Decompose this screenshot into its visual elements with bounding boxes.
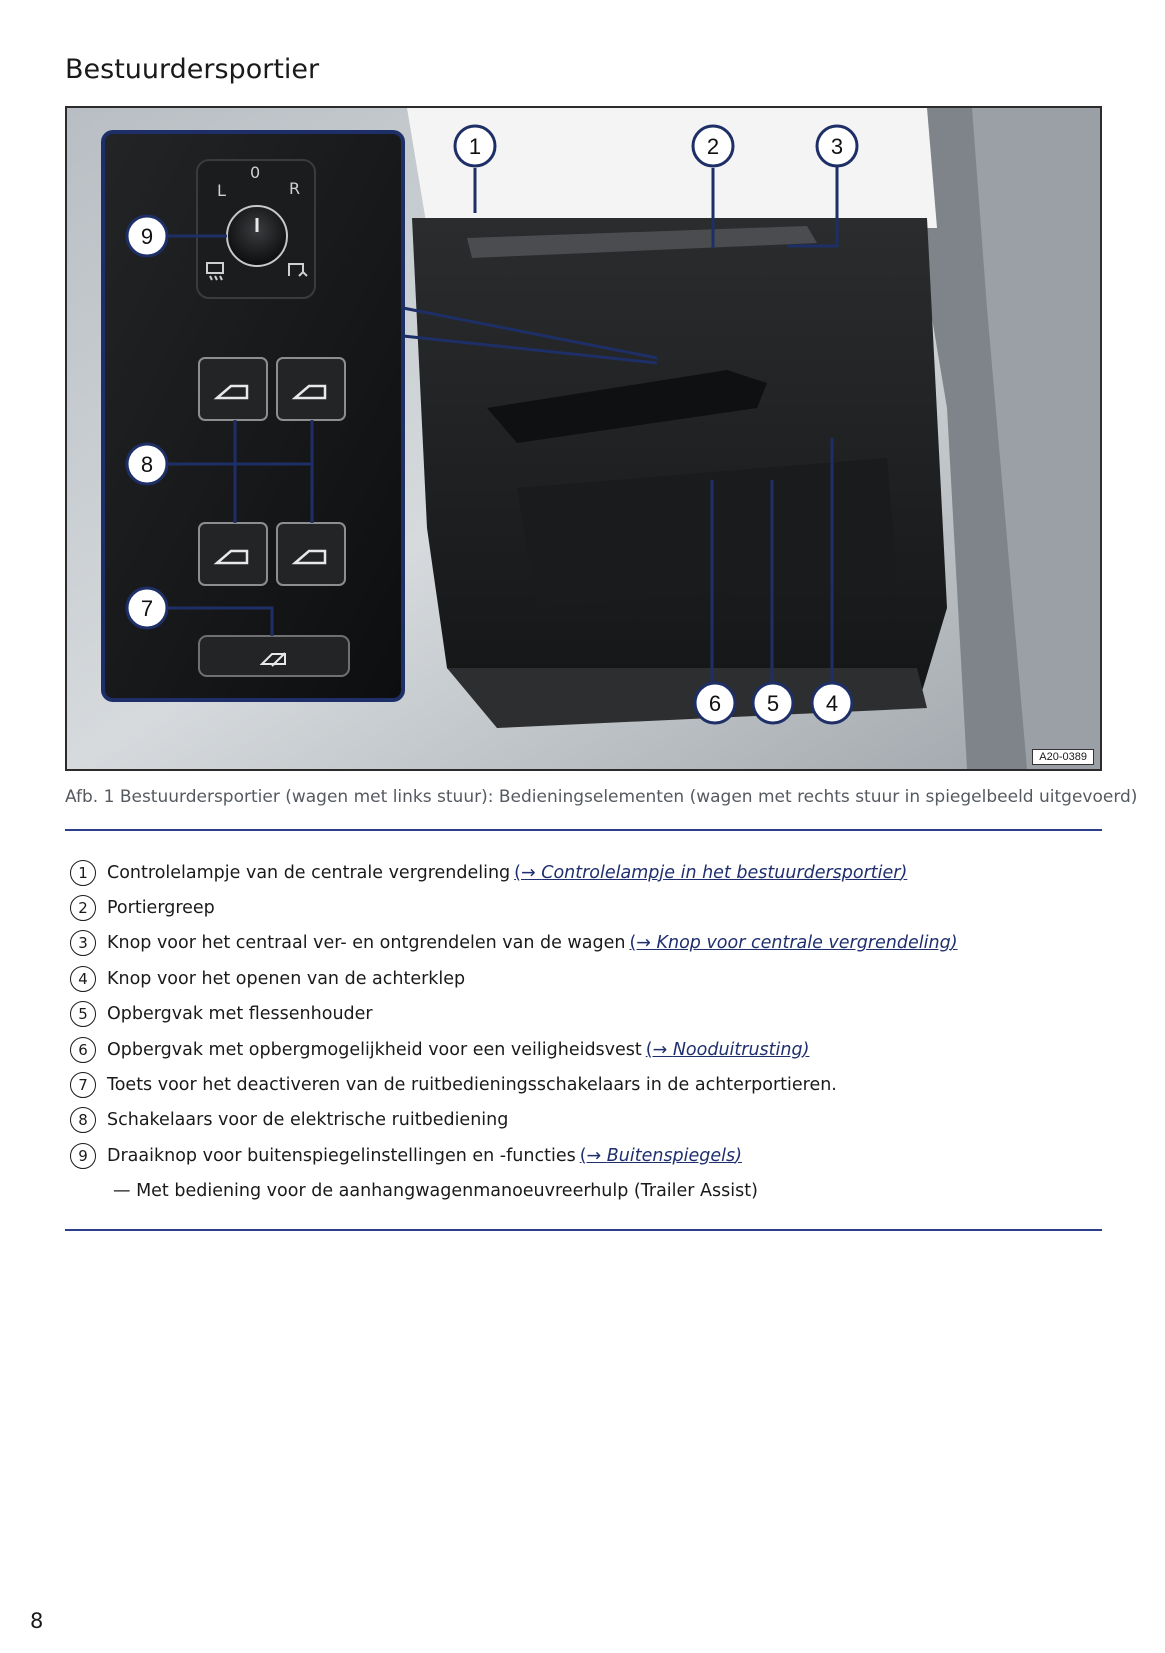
legend-number: 4 <box>70 966 96 992</box>
svg-text:5: 5 <box>766 691 780 716</box>
legend-item <box>70 961 1100 996</box>
window-switch-rear-right <box>277 523 345 585</box>
window-area <box>407 108 937 228</box>
svg-text:2: 2 <box>706 134 720 159</box>
legend-number: 5 <box>70 1001 96 1027</box>
knob-label-r: R <box>289 179 301 198</box>
legend-text: Knop voor het centraal ver- en ontgrendelen van de wagen <box>107 933 626 954</box>
page-number: 8 <box>30 1609 44 1633</box>
child-lock-button <box>199 636 349 676</box>
divider-top <box>65 829 1102 831</box>
knob-label-l: L <box>217 181 226 200</box>
svg-text:6: 6 <box>708 691 722 716</box>
legend-text: Draaiknop voor buitenspiegelinstellingen en -functies <box>107 1145 576 1166</box>
legend-text: Opbergvak met opbergmogelijkheid voor een veiligheidsvest <box>107 1039 642 1060</box>
legend-item <box>70 855 1100 890</box>
legend-item <box>70 1032 1100 1067</box>
xref-link[interactable]: (→ Nooduitrusting) <box>645 1039 810 1060</box>
page-title: Bestuurdersportier <box>65 54 320 85</box>
legend-number: 8 <box>70 1107 96 1133</box>
callout-5 <box>753 683 793 723</box>
divider-bottom <box>65 1229 1102 1231</box>
legend-number: 6 <box>70 1037 96 1063</box>
knob-label-zero: 0 <box>250 163 261 182</box>
legend-text: Schakelaars voor de elektrische ruitbediening <box>107 1110 509 1131</box>
legend-text: Knop voor het openen van de achterklep <box>107 968 466 989</box>
legend-text: Toets voor het deactiveren van de ruitbedieningsschakelaars in de achterportieren. <box>107 1075 837 1096</box>
svg-text:1: 1 <box>468 134 482 159</box>
door-illustration <box>67 108 1100 769</box>
legend-text: Portiergreep <box>107 898 215 919</box>
legend-item <box>70 997 1100 1032</box>
xref-link[interactable]: (→ Knop voor centrale vergrendeling) <box>629 933 958 954</box>
legend-subitem <box>70 1174 1100 1209</box>
mirror-knob <box>227 206 287 266</box>
legend-number: 3 <box>70 930 96 956</box>
door-figure <box>65 106 1102 771</box>
callout-2 <box>693 126 733 166</box>
figure-code: A20-0389 <box>1032 749 1094 765</box>
legend-item <box>70 1138 1100 1173</box>
svg-text:3: 3 <box>830 134 844 159</box>
window-switch-front-right <box>277 358 345 420</box>
svg-text:7: 7 <box>140 596 154 621</box>
callout-6 <box>695 683 735 723</box>
legend-item <box>70 1067 1100 1102</box>
callout-4 <box>812 683 852 723</box>
callout-9 <box>127 216 167 256</box>
legend-item <box>70 890 1100 925</box>
legend-number: 2 <box>70 895 96 921</box>
legend-list <box>70 855 1100 1209</box>
legend-item <box>70 1103 1100 1138</box>
legend-number: 7 <box>70 1072 96 1098</box>
window-switch-rear-left <box>199 523 267 585</box>
svg-text:9: 9 <box>140 224 154 249</box>
xref-link[interactable]: (→ Buitenspiegels) <box>579 1145 742 1166</box>
legend-text: Opbergvak met flessenhouder <box>107 1004 373 1025</box>
legend-subitem-text: — Met bediening voor de aanhangwagenmanoeuvreerhulp (Trailer Assist) <box>113 1181 758 1202</box>
callout-1 <box>455 126 495 166</box>
callout-3 <box>817 126 857 166</box>
svg-text:4: 4 <box>825 691 839 716</box>
legend-item <box>70 926 1100 961</box>
legend-number: 1 <box>70 860 96 886</box>
callout-7 <box>127 588 167 628</box>
svg-text:8: 8 <box>140 452 154 477</box>
legend-number: 9 <box>70 1143 96 1169</box>
figure-caption: Afb. 1 Bestuurdersportier (wagen met links stuur): Bedieningselementen (wagen met rechts stuur in spiegelbeeld uitgevoerd) <box>65 787 1138 807</box>
xref-link[interactable]: (→ Controlelampje in het bestuurdersportier) <box>514 862 908 883</box>
window-switch-front-left <box>199 358 267 420</box>
callout-8 <box>127 444 167 484</box>
legend-text: Controlelampje van de centrale vergrendeling <box>107 862 511 883</box>
